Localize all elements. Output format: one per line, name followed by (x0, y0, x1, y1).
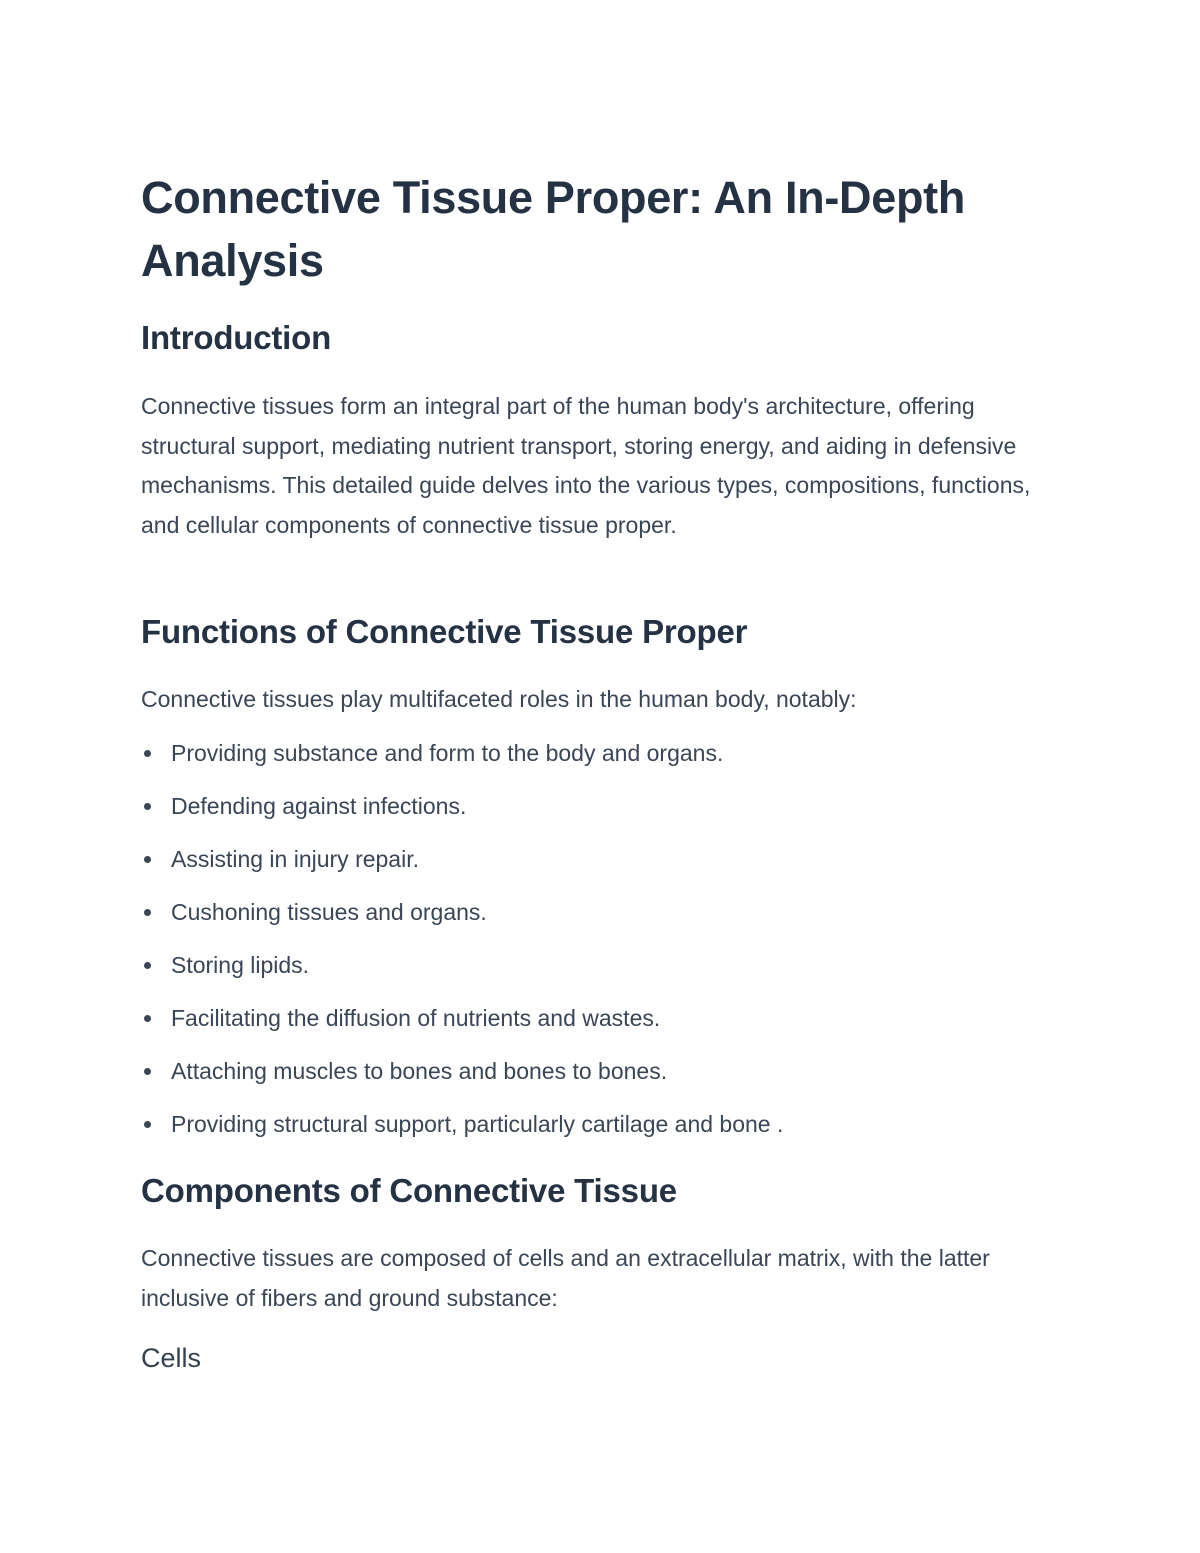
functions-list (141, 733, 1061, 1157)
list-item: Providing structural support, particularly cartilage and bone . (141, 1104, 1061, 1157)
list-item: Storing lipids. (141, 945, 1061, 998)
subheading-cells: Cells (141, 1343, 202, 1373)
document-title: Connective Tissue Proper: An In-Depth Analysis (141, 172, 966, 286)
section-heading-components: Components of Connective Tissue (141, 1172, 677, 1209)
list-item: Attaching muscles to bones and bones to bones. (141, 1051, 1061, 1104)
section-heading-introduction: Introduction (141, 319, 332, 356)
functions-intro-paragraph: Connective tissues play multifaceted roles in the human body, notably: (141, 686, 857, 712)
components-paragraph: Connective tissues are composed of cells and an extracellular matrix, with the latter inclusive of fibers and ground substance: (141, 1245, 990, 1311)
list-item: Defending against infections. (141, 786, 1061, 839)
list-item: Facilitating the diffusion of nutrients and wastes. (141, 998, 1061, 1051)
list-item: Assisting in injury repair. (141, 839, 1061, 892)
introduction-paragraph: Connective tissues form an integral part of the human body's architecture, offering structural support, mediating nutrient transport, storing energy, and aiding in defensive mechanisms. This detailed guide delves into the various types, compositions, functions, and cellular components of connective tissue proper. (141, 393, 1031, 538)
section-heading-functions: Functions of Connective Tissue Proper (141, 613, 748, 650)
list-item: Cushoning tissues and organs. (141, 892, 1061, 945)
list-item: Providing substance and form to the body and organs. (141, 733, 1061, 786)
